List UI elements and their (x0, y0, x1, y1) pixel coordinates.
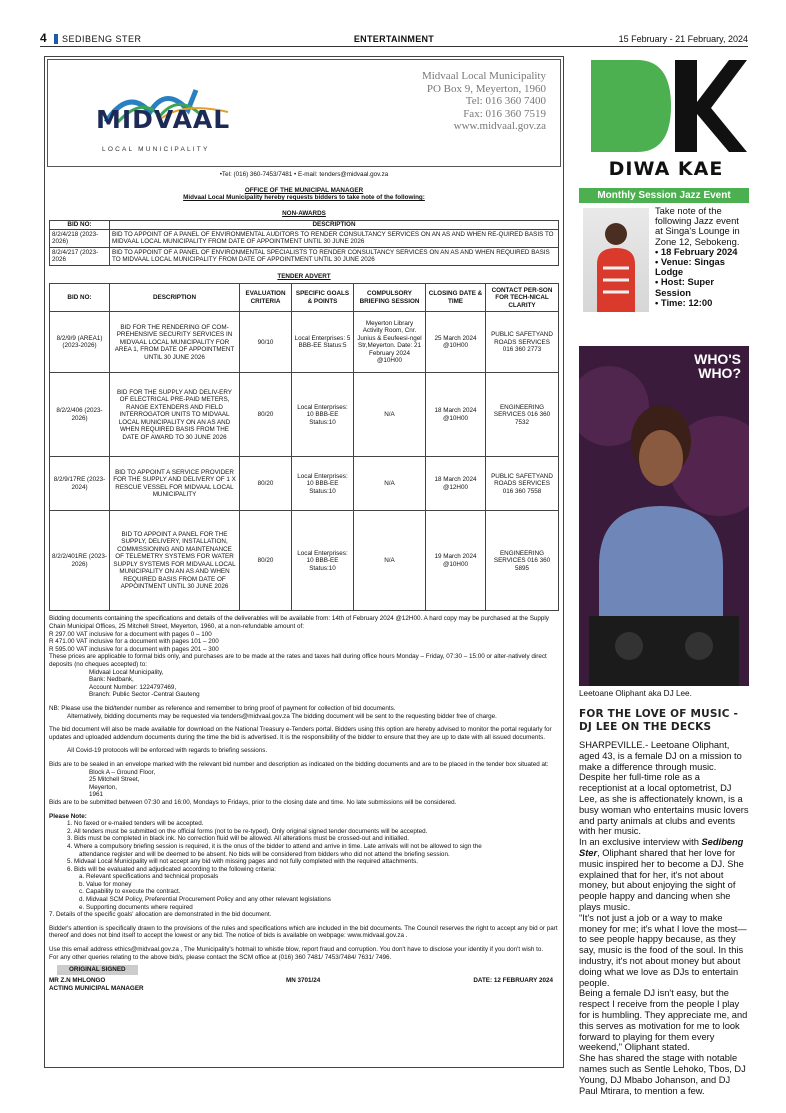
whos-who-tag (694, 352, 741, 380)
body-paragraph: Bids are to be submitted between 07:30 and 16:00, Mondays to Fridays, prior to the closing date and time. No late submissions will be considered. (49, 798, 457, 806)
jazz-detail: • 18 February 2024 (655, 245, 738, 257)
specific-goals: Local Enterprises: 10 BBB-EE Status:10 (292, 457, 354, 511)
covid-note: All Covid-19 protocols will be enforced with regards to briefing sessions. (67, 747, 268, 755)
bid-no: 8/2/4/218 (2023-2026) (50, 229, 110, 247)
note-item: 6. Bids will be evaluated and adjudicated according to the following criteria: (67, 865, 276, 873)
closing-date: 25 March 2024 @10H00 (426, 312, 486, 373)
bank-line: Bank: Nedbank, (89, 676, 134, 684)
non-awards-table (49, 220, 559, 266)
body-paragraph: The bid document will also be made available for download on the National Treasury e-Tenders portal. Bidders using this option are hereby advised to monitor the portal regularly for updates and uploaded addendum documents during the time the bid is advertised. It is the responsibility of the bidder to ensure that they are up to date with all issued documents. (49, 726, 552, 741)
article-text: In an exclusive interview with (579, 837, 702, 848)
midvaal-logo (88, 82, 248, 162)
criteria-item: b. Value for money (79, 880, 132, 888)
tender-table (49, 283, 559, 611)
article-paragraph: "It's not just a job or a way to make money for me; it's what I love the most—to see people happy because, as they say, music is the food of the soul. In this industry, it's not about money but about doing what we love as DJs to entertain people. (579, 912, 747, 988)
note-item: 5. Midvaal Local Municipality will not accept any bid with missing pages and not fully completed with the required attachments. (67, 858, 419, 866)
note-item: 2. All tenders must be submitted on the official forms (not to be re-typed). Only original signed tender documents will be accepted. (67, 827, 428, 835)
note-item: 7. Details of the specific goals' allocation are demonstrated in the bid document. (49, 911, 272, 919)
contact-person: ENGINEERING SERVICES 016 360 5895 (486, 511, 559, 611)
contact-address (422, 70, 546, 133)
box-address-line: Block A – Ground Floor, (89, 768, 156, 776)
table-row (50, 511, 559, 611)
ad-footer (49, 977, 559, 993)
bid-description: BID TO APPOINT OF A PANEL OF ENVIRONMENTAL SPECIALISTS TO RENDER CONSULTANCY SERVICES ON AN AS AND WHEN REQUIRED BASIS TO MIDVAAL LOCAL MUNICIPALITY FROM DATE OF APPOINTMENT UNTIL 30 JUNE 2026 (110, 247, 559, 265)
address-line: Fax: 016 360 7519 (463, 107, 546, 120)
dj-photo-icon (579, 346, 749, 686)
body-paragraph: These prices are applicable to formal bids only, and purchases are to be made at the rates and taxes hall during office hours Monday – Friday, 07:30 – 15:00 or alter-natively direct deposits (no cheques accepted) to: (49, 653, 547, 669)
box-address-line: 25 Mitchell Street, (89, 776, 140, 784)
bid-description: BID FOR THE SUPPLY AND DELIV-ERY OF ELECTRICAL PRE-PAID METERS, RANGE EXTENDERS AND FIELD INTERROGATOR UNITS TO MIDVAAL LOCAL MUNICIPALITY ON AN AS AND WHEN REQUIRED BASIS FROM THE DATE OF AWARD TO 30 JUNE 2026 (110, 373, 240, 457)
price-line: R 297.00 VAT inclusive for a document with pages 0 – 100 (49, 630, 212, 638)
closing-date: 18 March 2024 @12H00 (426, 457, 486, 511)
logo-subtitle: LOCAL MUNICIPALITY (102, 146, 210, 153)
signatory-name: MR Z.N MHLONGO (49, 976, 106, 984)
column-title: DIWA KAE (608, 158, 724, 180)
table-row (50, 247, 559, 265)
jazz-event-title: Monthly Session Jazz Event (579, 188, 749, 203)
table-row (50, 312, 559, 373)
note-item: 1. No faxed or e-mailed tenders will be accepted. (67, 820, 204, 828)
address-line: Tel: 016 360 7400 (465, 95, 546, 107)
criteria-item: a. Relevant specifications and technical proposals (79, 873, 219, 881)
jazz-event-box (579, 206, 749, 314)
article-headline: FOR THE LOVE OF MUSIC - DJ LEE ON THE DECKS (579, 708, 739, 733)
evaluation-criteria: 90/10 (240, 312, 292, 373)
non-awards-title: NON-AWARDS (282, 209, 326, 217)
ad-subtitle: Midvaal Local Municipality hereby requests bidders to take note of the following: (183, 194, 425, 202)
article-paragraph: SHARPEVILLE.- Leetoane Oliphant, aged 43, is a female DJ on a mission to make a difference through music. Despite her full-time role as a receptionist at a local optometrist, DJ Lee, as she is affectionately known, is a busy woman who entertains music lovers and party animals at clubs and events with her music. (579, 740, 749, 837)
specific-goals: Local Enterprises: 5 BBB-EE Status:5 (292, 312, 354, 373)
address-line: Midvaal Local Municipality (421, 70, 546, 82)
performer-icon (583, 208, 649, 312)
address-line[interactable]: www.midvaal.gov.za (453, 120, 546, 132)
dk-logo-icon (579, 54, 749, 164)
article-body (579, 740, 749, 1096)
col-header: COMPULSORY BRIEFING SESSION (354, 284, 426, 312)
article-text: , Oliphant shared that her love for music inspired her to become a DJ. She explained that for her, it's not about money, but about enjoying the sight of people happy and dancing when she plays music. (579, 847, 744, 912)
jazz-detail: • Host: Super Session (655, 276, 715, 298)
signatory-role: ACTING MUNICIPAL MANAGER (49, 984, 144, 992)
table-row (50, 457, 559, 511)
body-paragraph: Use this email address ethics@midvaal.gov.za , The Municipality's hotmail to whistle blow, report fraud and corruption. You don't have to disclose your identity if you don't wish to. (49, 946, 544, 954)
col-header: DESCRIPTION (110, 221, 559, 230)
article-paragraph (579, 837, 749, 913)
masthead (40, 33, 748, 47)
diwa-kae-logo (579, 54, 749, 184)
sidebar-column (579, 54, 749, 1096)
issue-date: 15 February - 21 February, 2024 (618, 34, 748, 44)
col-header: BID NO: (50, 221, 110, 230)
tender-advert-title: TENDER ADVERT (277, 272, 331, 280)
evaluation-criteria: 80/20 (240, 373, 292, 457)
note-title: Please Note: (49, 812, 87, 820)
whos-who-line: WHO'S (694, 351, 741, 367)
body-paragraph: For any other queries relating to the above bid/s, please contact the SCM office at (016) 360 7481/ 7453/7484/ 7631/ 7496. (49, 953, 392, 961)
address-line: PO Box 9, Meyerton, 1960 (426, 82, 546, 95)
article-paragraph: Being a female DJ isn't easy, but the respect I receive from the people I play for is humbling. They appreciate me, and this serves as motivation for me to look forward to playing for them every weekend," Oliphant stated. (579, 988, 748, 1053)
contact-person: ENGINEERING SERVICES 016 360 7532 (486, 373, 559, 457)
logo-wordmark: MIDVAAL (96, 105, 231, 134)
jazz-performer-photo (583, 208, 649, 312)
body-paragraph: Bidding documents containing the specifications and details of the deliverables will be available from: 14th of February 2024 @12H00. A hard copy may be purchased at the Supply Chain Municipal Offices, 25 Mitchell Street, Meyerton, 1960, at a non-refundable amount of: (49, 615, 549, 631)
closing-date: 19 March 2024 @10H00 (426, 511, 486, 611)
dj-lee-photo (579, 346, 749, 686)
col-header: EVALUATION CRITERIA (240, 284, 292, 312)
table-header-row (50, 221, 559, 230)
evaluation-criteria: 80/20 (240, 511, 292, 611)
bid-no: 8/2/4/217 (2023-2026 (50, 247, 110, 265)
bid-description: BID TO APPOINT OF A PANEL OF ENVIRONMENTAL AUDITORS TO RENDER CONSULTANCY SERVICES ON AN AS AND WHEN RE-QUIRED BASIS TO MIDVAAL LOCAL MUNICIPALITY FROM DATE OF APPOINTMENT UNTIL 30 JUNE 2026 (110, 229, 559, 247)
note-item: 4. Where a compulsory briefing session is required, it is the onus of the bidder to attend and arrive in time. Late arrivals will not be allowed to sign the (67, 842, 482, 850)
specific-goals: Local Enterprises: 10 BBB-EE Status:10 (292, 373, 354, 457)
publication-name: SEDIBENG STER (62, 34, 142, 44)
bid-no: 8/2/9/9 (AREA1) (2023-2026) (50, 312, 110, 373)
page-number: 4 (40, 31, 47, 45)
table-header-row (50, 284, 559, 312)
jazz-event-text (655, 206, 749, 308)
body-paragraph: Bidder's attention is specifically drawn to the provisions of the rules and specifications which are included in the bid documents. The Council reserves the right to accept any bid or part thereof and does not bind itself to accept the lowest or any bid. The notice of bids is available on webpage: www.midvaal.gov.za . (49, 924, 558, 940)
mn-number: MN 3701/24 (286, 976, 321, 984)
briefing-session: N/A (354, 373, 426, 457)
table-row (50, 373, 559, 457)
jazz-detail: • Venue: Singas Lodge (655, 256, 725, 278)
closing-date: 18 March 2024 @10H00 (426, 373, 486, 457)
contact-person: PUBLIC SAFETYAND ROADS SERVICES 016 360 2773 (486, 312, 559, 373)
evaluation-criteria: 80/20 (240, 457, 292, 511)
bid-description: BID FOR THE RENDERING OF COM-PREHENSIVE SECURITY SERVICES IN MIDVAAL LOCAL MUNICIPALITY FOR AREA 1, FROM DATE OF APPOINTMENT UNTIL 30 JUNE 2026 (110, 312, 240, 373)
bid-no: 8/2/9/17RE (2023-2024) (50, 457, 110, 511)
tender-advert (44, 56, 564, 1068)
ad-date: DATE: 12 FEBRUARY 2024 (473, 976, 553, 984)
body-paragraph: Bids are to be sealed in an envelope marked with the relevant bid number and description as indicated on the bidding documents and are to be placed in the tender box situated at: (49, 760, 549, 768)
criteria-item: e. Supporting documents where required (79, 903, 193, 911)
bid-no: 8/2/2/406 (2023-2026) (50, 373, 110, 457)
col-header: CLOSING DATE & TIME (426, 284, 486, 312)
bid-description: BID TO APPOINT A SERVICE PROVIDER FOR THE SUPPLY AND DELIVERY OF 1 X RESCUE VESSEL FOR MIDVAAL LOCAL MUNICIPALITY (110, 457, 240, 511)
ad-header (47, 59, 561, 167)
criteria-item: d. Midvaal SCM Policy, Preferential Procurement Policy and any other relevant legislations (79, 896, 331, 904)
nb-note: Alternatively, bidding documents may be requested via tenders@midvaal.gov.za The bidding document will be sent to the requesting bidder free of charge. (67, 712, 497, 720)
bank-line: Midvaal Local Municipality, (89, 668, 164, 676)
ad-body (49, 615, 559, 992)
bank-line: Branch: Public Sector -Central Gauteng (89, 691, 200, 699)
original-signed-badge: ORIGINAL SIGNED (57, 965, 138, 975)
nb-note: NB: Please use the bid/tender number as reference and remember to bring proof of payment for collection of bid documents. (49, 705, 396, 712)
bid-description: BID TO APPOINT A PANEL FOR THE SUPPLY, DELIVERY, INSTALLATION, COMMISSIONING AND MAINTENANCE OF TELEMETRY SYSTEMS FOR WATER SUPPLY SYSTEMS FOR MIDVAAL LOCAL MUNICIPALITY ON AN AS AND WHEN REQUIRED BASIS FROM DATE OF APPOINTMENT UNTIL 30 JUNE 2026 (110, 511, 240, 611)
contact-person: PUBLIC SAFETYAND ROADS SERVICES 016 360 7558 (486, 457, 559, 511)
price-line: R 471.00 VAT inclusive for a document with pages 101 – 200 (49, 638, 219, 646)
office-title: OFFICE OF THE MUNICIPAL MANAGER (244, 186, 364, 194)
box-address-line: Meyerton, (89, 783, 117, 791)
price-line: R 595.00 VAT inclusive for a document with pages 201 – 300 (49, 645, 219, 653)
col-header: BID NO: (50, 284, 110, 312)
photo-caption: Leetoane Oliphant aka DJ Lee. (579, 689, 692, 698)
article-paragraph: She has shared the stage with notable names such as Sentle Lehoko, Tbos, DJ Young, DJ Mbabo Johanson, and DJ Paul Mtirara, to mention a few. (579, 1053, 746, 1096)
box-address-line: 1961 (89, 791, 104, 799)
bid-no: 8/2/2/401RE (2023-2026) (50, 511, 110, 611)
jazz-intro: Take note of the following Jazz event at Singa's Lounge in Zone 12, Sebokeng. (655, 205, 740, 247)
table-row (50, 229, 559, 247)
whos-who-line: WHO? (698, 365, 741, 381)
bank-line: Account Number: 1224797469, (89, 683, 177, 691)
criteria-item: c. Capability to execute the contract. (79, 888, 181, 896)
note-item: 3. Bids must be completed in black ink. No correction fluid will be allowed. All alterations must be crossed-out and initialled. (67, 835, 409, 843)
briefing-session: N/A (354, 511, 426, 611)
specific-goals: Local Enterprises: 10 BBB-EE Status:10 (292, 511, 354, 611)
note-item: attendance register and will be deemed to be absent. No bids will be considered from bidders who did not attend the briefing session. (79, 850, 450, 858)
briefing-session: N/A (354, 457, 426, 511)
col-header: DESCRIPTION (110, 284, 240, 312)
publication-mention: Sedibeng Ster (579, 837, 744, 858)
col-header: SPECIFIC GOALS & POINTS (292, 284, 354, 312)
briefing-session: Meyerton Library Activity Room, Cnr. Junius & Eeufeesi-ngel Str,Meyerton. Date: 21 February 2024 @10H00 (354, 312, 426, 373)
col-header: CONTACT PER-SON FOR TECH-NICAL CLARITY (486, 284, 559, 312)
tel-email-line: •Tel: (016) 360-7453/7481 • E-mail: tenders@midvaal.gov.za (219, 171, 389, 178)
section-name: ENTERTAINMENT (353, 34, 435, 44)
jazz-detail: • Time: 12:00 (655, 296, 713, 308)
